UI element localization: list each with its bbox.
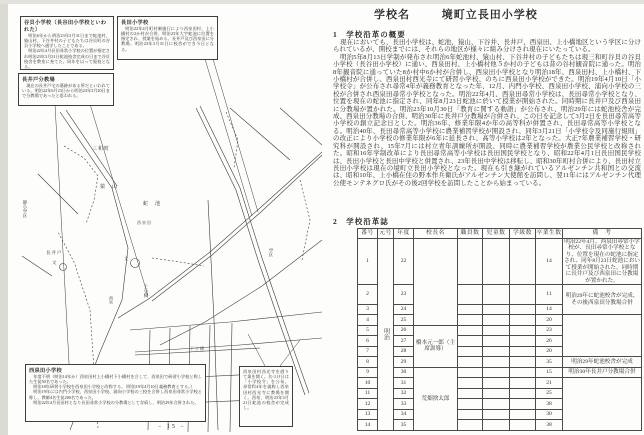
table-cell [510,399,536,410]
scan-edge [0,0,8,435]
school-name-value: 境町立長田小学校 [441,9,538,21]
section1-number: 1 [333,30,338,39]
table-header-row [358,229,642,239]
callout-title: 長田小学校 [121,20,149,26]
table-column-header: 元号 [378,229,394,239]
table-cell: 28 [394,346,414,357]
map-area-label: 蛇 池 [143,202,162,207]
table-cell [483,304,510,315]
table-cell: 24 [394,304,414,315]
table-cell [458,315,483,326]
table-column-header: 学級数 [510,229,536,239]
callout-body [121,26,214,52]
table-column-header: 校長名 [414,229,458,239]
table-cell [510,357,536,368]
table-cell [458,378,483,389]
table-cell: 10 [358,378,378,389]
table-cell [510,420,536,431]
callout-box-nagaido-branch [18,73,114,106]
table-cell: 26 [394,325,414,336]
table-cell [510,346,536,357]
table-cell: 30 [536,409,563,420]
table-row [358,367,642,378]
table-cell [458,420,483,431]
table-cell: 38 [536,399,563,410]
callout-box-nagata-school [117,16,218,60]
map-area-label: 三和町 [92,147,111,152]
table-cell: 11 [536,284,563,304]
map-area-label: 文 [124,256,130,261]
table-cell: 20 [536,346,563,357]
page-number: − 15 − [158,424,186,430]
table-cell [458,284,483,304]
callout-paragraph: 明治22年4月長田村となり長田尋常小学校の分教場として存続し、明治29年合併された。 [33,399,199,405]
callout-title: 谷貝小学校（長谷田小学校といわれた） [24,20,107,33]
callout-paragraph: 明治18年研習小学校を西泉田小学校と改称する。（明治19年4月10日義務教育とする。） [33,384,195,390]
table-cell: 14 [358,420,378,431]
table-cell [510,378,536,389]
table-cell: 8 [358,357,378,368]
table-column-header: 職員数 [458,229,483,239]
table-cell [458,336,483,347]
school-chronology-table [357,228,642,431]
table-cell [510,304,536,315]
table-cell: 21 [536,378,563,389]
table-cell [510,284,536,304]
table-cell [483,357,510,368]
section2-title: 学校沿革誌 [346,217,389,226]
callout-paragraph: 明治22年4月長田尋常小学校の位置が指定され明治23年3月31日蛇池校舎完成の日まで谷貝校舎を教室に充てた。同年を以って廃校となる。 [24,48,110,69]
overview-paragraphs [333,39,641,187]
table-cell [458,409,483,420]
table-cell: 23 [394,284,414,304]
table-row [358,315,642,326]
table-cell [563,315,642,357]
table-cell: 15 [536,367,563,378]
school-name-label: 学校名 [374,9,410,21]
callout-paragraph: 年度不明（明治14年か）西泉田村上小橋村下小橋村を合して、西泉田で研習小学校と称した生徒50名であった。 [29,374,202,385]
callout-paragraph: 西泉田村西光寺を借りて業を開く。名づけ日は「小学校令」を公布。尋常科4年を義称し西泉田村西光寺に教場を開く。西泉、明治23年3月21日蛇池の校舎が完成し。 [243,369,289,410]
table-cell: 7 [358,346,378,357]
table-cell [483,399,510,410]
table-column-header: 番号 [358,229,378,239]
table-cell [483,336,510,347]
table-cell: 25 [536,388,563,399]
table-cell [510,367,536,378]
table-cell: 13 [358,409,378,420]
table-cell [483,315,510,326]
table-cell [483,325,510,336]
table-cell [458,357,483,368]
table-cell: 明治30年長井戸分教場合併 [563,367,642,378]
section1-title: 学校沿革の概要 [346,30,406,39]
document-title [374,6,538,22]
right-page-text [322,0,644,435]
table-cell: 明治 [378,239,394,431]
table-cell: 32 [394,388,414,399]
table-cell: 20 [536,315,563,326]
map-area-label: 静小学区 [23,200,28,218]
table-column-header: 卒業生数 [536,229,563,239]
table-row [358,378,642,389]
table-cell: 14 [536,304,563,315]
table-cell [563,378,642,431]
table-cell: 31 [394,378,414,389]
table-cell: 23 [536,325,563,336]
table-cell: 34 [394,409,414,420]
map-area-label: 西泉 [109,296,114,304]
table-cell [510,325,536,336]
table-cell [483,367,510,378]
table-cell: 9 [358,367,378,378]
overview-paragraph: 明治5年8月13日学制が発布され明治6年蛇池村、猿山村、下谷井村の子どもたちは現三和町谷貝の谷貝小学校（長谷田小学校）に通い、西泉田村、上小橋村他５か村の子どもは昔の谷村観音院に通った。明治8年観音院に通っていた8か村中6か村が合併し、西泉田小学校となり明治18年、西泉田村、上小橋村、下小橋村が合併し、西泉田村西光寺にて研習小学校、のちに西泉田小学校ができた。明治19年4月10日「小学校令」が公布され尋常4年が義務教育となった年、12月、内門小学校、西泉田小学校、浦向小学校の三校が合併され西泉田尋常小学校となった。明治22年4月、西泉田尋常小学校は、長田尋常小学校となり、位置を現在の蛇池に指定され、同年8月23日蛇池に於いて授業が開始された。同時期に長井戸及び西泉田に分教場が置かれた。明治23年10月30日「教育に関する勅語」が公布され、明治29年には蛇池校舎が完成、西泉田分教場の合併、明治30年に長井戸分教場が合併され、この日を記念して3月2日を長田尋常高等小学校の創立記念日とした。明治36年、修業年限4か年の高等科が併置され、長田尋常高等小学校となる。明治40年、長田尋常高等小学校に農業補習学校が開設され、同年3月21日「小学校令及同施行規則」の改正により小学校の修業年限が6年に延長され、高等小学校は2年となった。大正7年農業補習学校・研究科が開設され、15年7月には村立青年訓練所が開設、同時に農業補習学校が農業公民学校と改称された。昭和16年学制改革により長田尋常高等小学校は長田国民学校となり、昭和22年4月1日長田国民学校は、長田小学校と長田中学校と併置され、23年長田中学校は移転し、昭和30年町村合併により、長田村立長田小学校は現在の境町立長田小学校となった。現在も引き継がれているアルゼンチン共和国との交流は、昭和10年、上小橋在住の野本作兵衛氏がアルゼンチン大使館を訪問し、翌11年にはアルゼンチン代理公使モンテネグロ氏がその後2回学校を訪問したことから始まっている。 [333,53,641,187]
callout-title: 長井戸分教場 [22,77,55,83]
table-cell: 26 [536,336,563,347]
table-cell: 14 [536,239,563,285]
table-cell [483,284,510,304]
table-cell: 25 [394,315,414,326]
table-cell: 30 [394,367,414,378]
table-cell: 35 [394,420,414,431]
map-area-label: 上小橋 [144,284,149,298]
table-cell [458,304,483,315]
table-cell [458,239,483,285]
table-cell: 11 [358,388,378,399]
table-cell: 12 [358,399,378,410]
table-cell [483,239,510,285]
table-cell: 35 [536,357,563,368]
table-cell: 29 [394,357,414,368]
table-cell [458,388,483,399]
table-cell: 明治22年4月、西泉田尋常小学校が、長田尋常小学校となり、位置を現在の蛇池に指定され、同年8月23日蛇池において授業が開始された。同時期に長井戸及び西泉田に分教場が置かれた。 [564,239,640,284]
table-cell [458,399,483,410]
table-cell: 4 [358,315,378,326]
table-row [358,284,642,304]
callout-paragraph: 明治19年には内門小学校、西泉田小学校、浦向小学校の三校を合併し西泉田尋常小学校と称し、教師4名生徒200名であった。 [29,389,202,400]
table-cell [510,409,536,420]
table-cell [458,346,483,357]
table-column-header: 児童数 [483,229,510,239]
table-cell: 6 [358,336,378,347]
table-cell: 荒畑捨太郎 [414,367,458,430]
map-area-label: 西泉田 [137,220,152,225]
table-cell: 38 [536,420,563,431]
table-cell: 橋本元一郎（主席訓導） [414,325,458,367]
table-row [358,357,642,368]
map-area-label: 下小橋 [190,346,205,351]
callout-body [22,83,110,98]
table-cell [483,409,510,420]
overview-paragraph: 現在においても、長田小学校は、蛇池、猿山、下谷井、長井戸、西泉田、上小橋地区という学区に分けられているが、開校までには、それらの地区が様々に組み分けされ現在にいたっている。 [333,39,641,54]
callout-body [29,374,202,405]
table-cell: 33 [394,399,414,410]
section2-number: 2 [333,217,338,226]
table-cell: 2 [358,284,378,304]
callout-paragraph: 明治6年から明治23年3月31日まで蛇池村、猿山村、下谷井村の子どもたちは谷貝町の谷貝小学校へ通学したことである。 [24,33,110,49]
left-page-map [8,4,322,435]
table-cell: 3 [358,304,378,315]
table-cell [483,346,510,357]
callout-body [24,33,110,69]
section2-heading [333,216,389,227]
callout-paragraph: 現在の長井戸宅の墓跡がある所だといわれている。明治22年6月23日から明治23年3月20日まで分教場であったと思われる。 [22,83,110,99]
table-cell [510,239,536,285]
table-cell: 27 [394,336,414,347]
callout-title: 西泉田小学校 [29,368,62,374]
table-cell: 明治29年に蛇池校舎が完成、その後西泉田分教場合併 [563,284,642,315]
map-area-label: 学区 [269,248,274,257]
table-column-header: 備 考 [563,229,642,239]
table-cell [510,336,536,347]
callout-box-saikoji-note [239,366,293,427]
table-cell [510,315,536,326]
table-cell [483,420,510,431]
callout-paragraph: 明治22年4月町村制施行により西泉田村、上小橋村の2か村が合併、明治23年大字蛇池に位置を指定され、授業を始める。長井戸及び西泉田に分教場。明治23年3月31日に校舎ができ今日となる。 [121,26,214,52]
table-cell: 22 [394,239,414,285]
table-column-header: 年度 [394,229,414,239]
table-cell [458,325,483,336]
table-cell [483,378,510,389]
table-cell [510,388,536,399]
table-cell [483,388,510,399]
callout-box-nishiizumida-school [25,364,206,422]
callout-body [243,369,289,410]
map-area-label: 長井戸 [46,250,63,255]
table-row [358,239,642,285]
map-area-label: 文 [52,260,58,265]
callout-box-yagai-school [20,16,114,70]
table-cell: 5 [358,325,378,336]
map-area-label: 猿 山 [100,185,119,190]
table-cell: 1 [358,239,378,285]
table-cell: 明治29年蛇池校舎が完成 [563,357,642,368]
table-cell [458,367,483,378]
table-cell [414,239,458,326]
scan-edge [0,0,644,4]
